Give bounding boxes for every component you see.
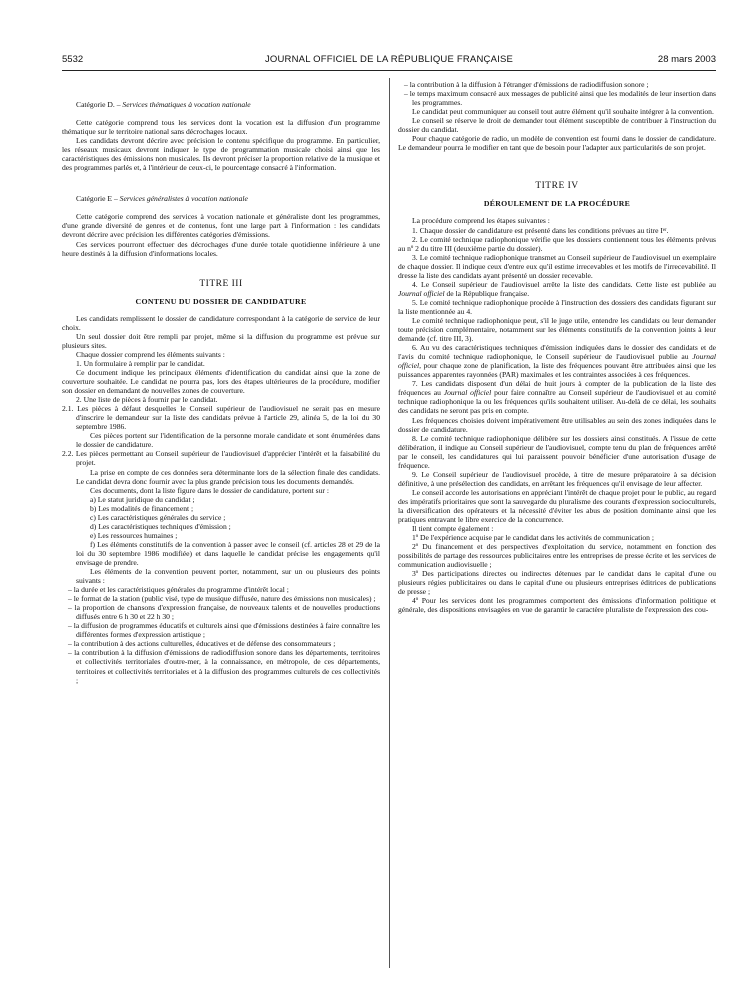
paragraph: Les candidats devront décrire avec précision le contenu spécifique du programme. En particulier, les réseaux musicaux devront indiquer le type de programmation musicale choisi ainsi que les caractéristiques des émissions non musicales. Ils devront préciser la proportion relative de la musique et des programmes parlés et, à l'intérieur de ceux-ci, le pourcentage consacré à l'information.: [62, 136, 380, 173]
dash-item: – le temps maximum consacré aux messages de publicité ainsi que les modalités de leur insertion dans les programmes.: [404, 89, 716, 108]
paragraph: Les fréquences choisies doivent impérativement être utilisables au sein des zones indiquées dans le dossier de candidature.: [398, 415, 716, 434]
dash-item: – le format de la station (public visé, type de musique diffusée, nature des émissions non musicales) ;: [68, 594, 376, 604]
paragraph: Les éléments de la convention peuvent porter, notamment, sur un ou plusieurs des points suivants :: [76, 567, 380, 586]
step-item: 9. Le Conseil supérieur de l'audiovisuel procède, à titre de mesure préparatoire à sa décision définitive, à une présélection des candidats, en arrêtant les fréquences qu'il envisage de leur affecter.: [398, 469, 716, 488]
column-divider: [389, 78, 390, 968]
list-item: f) Les éléments constitutifs de la convention à passer avec le conseil (cf. articles 28 et 29 de la loi du 30 septembre 1986 modifiée) et dans laquelle le candidat précise les engagements qu'il envisage de prendre.: [76, 539, 380, 567]
paragraph: Ces documents, dont la liste figure dans le dossier de candidature, portent sur :: [90, 485, 329, 495]
step-item: 2. Le comité technique radiophonique vérifie que les dossiers contiennent tous les éléments prévus au nº 2 du titre III (deuxième partie du dossier).: [398, 234, 716, 253]
dash-item: – la contribution à des actions culturelles, éducatives et de défense des consommateurs ;: [68, 639, 336, 649]
criterion-item: 3º Des participations directes ou indirectes détenues par le candidat dans le capital d'une ou plusieurs régies publicitaires ou dans le capital d'une ou plusieurs entreprises éditrices de publications de presse ;: [398, 569, 716, 597]
step-item: 6. Au vu des caractéristiques techniques d'émission indiquées dans le dossier des candidats et de l'avis du comité technique radiophonique, le Conseil supérieur de l'audiovisuel publie au Journal officiel, pour chaque zone de planification, la liste des fréquences pouvant être attribuées ainsi que les puissances apparentes rayonnées (PAR) maximales et les contraintes associées à ces fréquences.: [398, 343, 716, 380]
paragraph: Chaque dossier comprend les éléments suivants :: [76, 349, 225, 359]
list-item: a) Le statut juridique du candidat ;: [90, 494, 195, 504]
paragraph: 2. Une liste de pièces à fournir par le candidat.: [76, 395, 218, 405]
list-item: e) Les ressources humaines ;: [90, 530, 178, 540]
step-item: 8. Le comité technique radiophonique délibère sur les dossiers ainsi constitués. A l'issue de cette délibération, il indique au Conseil supérieur de l'audiovisuel, compte tenu du plan de fréquences arrêté par le conseil, les candidatures qui lui paraissent pouvoir bénéficier d'une autorisation d'usage de fréquence.: [398, 433, 716, 470]
header-rule: [62, 70, 716, 71]
paragraph: Cette catégorie comprend tous les services dont la vocation est la diffusion d'un programme thématique sur le territoire national sans décrochages locaux.: [62, 118, 380, 137]
paragraph: Il tient compte également :: [412, 524, 494, 534]
dash-item: – la durée et les caractéristiques générales du programme d'intérêt local ;: [68, 585, 289, 595]
category-d-heading: Catégorie D. – Services thématiques à vocation nationale: [76, 100, 251, 109]
criterion-item: 1º De l'expérience acquise par le candidat dans les activités de communication ;: [412, 533, 654, 543]
numbered-item: 2.1. Les pièces à défaut desquelles le Conseil supérieur de l'audiovisuel ne serait pas en mesure d'inscrire le demandeur sur la liste des candidats prévue à l'article 29, alinéa 5, de la loi du 30 septembre 1986.: [62, 404, 380, 432]
paragraph: Cette catégorie comprend des services à vocation nationale et généraliste dont les programmes, d'une grande diversité de genres et de contenus, font une large part à l'information : les candidats devront décrire avec précision les différentes catégories d'émissions.: [62, 212, 380, 240]
paragraph: Le comité technique radiophonique peut, s'il le juge utile, entendre les candidats ou leur demander toute précision complémentaire, notamment sur les éléments constitutifs de la convention joints à leur demande (cf. titre III, 3).: [398, 315, 716, 344]
criterion-item: 4º Pour les services dont les programmes comportent des émissions d'information politique et générale, des dispositions envisagées en vue de garantir le caractère pluraliste de l'expression des cou-: [398, 596, 716, 615]
right-column: [398, 80, 716, 615]
list-item: c) Les caractéristiques générales du service ;: [90, 512, 226, 522]
step-item: 4. Le Conseil supérieur de l'audiovisuel arrête la liste des candidats. Cette liste est publiée au Journal officiel de la République française.: [398, 279, 716, 298]
left-column: [62, 80, 380, 685]
paragraph: Ces services pourront effectuer des décrochages d'une durée totale quotidienne inférieure à une heure destinés à la diffusion d'informations locales.: [62, 239, 380, 258]
dash-item: – la contribution à la diffusion à l'étranger d'émissions de radiodiffusion sonore ;: [404, 80, 649, 89]
titre-iii-heading: TITRE III: [199, 278, 243, 289]
page-number: 5532: [62, 54, 84, 65]
paragraph: La procédure comprend les étapes suivantes :: [412, 216, 550, 226]
step-item: 3. Le comité technique radiophonique transmet au Conseil supérieur de l'audiovisuel un exemplaire de chaque dossier. Il indique ceux d'entre eux qu'il estime irrecevables et les motifs de l'irrecevabilité. Il dresse la liste des candidats ayant présenté un dossier recevable.: [398, 252, 716, 280]
titre-iii-subtitle: CONTENU DU DOSSIER DE CANDIDATURE: [135, 296, 307, 306]
list-item: b) Les modalités de financement ;: [90, 503, 194, 513]
paragraph: Le conseil accorde les autorisations en appréciant l'intérêt de chaque projet pour le public, au regard des impératifs prioritaires que sont la sauvegarde du pluralisme des courants d'expression socioculturels, la diversification des opérateurs et la nécessité d'éviter les abus de position dominante ainsi que les pratiques entravant le libre exercice de la concurrence.: [398, 487, 716, 525]
category-e-heading: Catégorie E – Services généralistes à vocation nationale: [76, 194, 248, 204]
step-item: 5. Le comité technique radiophonique procède à l'instruction des dossiers des candidats figurant sur la liste mentionnée au 4.: [398, 297, 716, 316]
page-header: [62, 54, 716, 68]
paragraph: Ces pièces portent sur l'identification de la personne morale candidate et sont énumérées dans le dossier de candidature.: [76, 431, 380, 450]
paragraph: Ce document indique les principaux éléments d'identification du candidat ainsi que la zone de couverture souhaitée. Le candidat ne pourra pas, lors des étapes ultérieures de la procédure, modifier son dossier en demandant de nouvelles zones de couverture.: [62, 367, 380, 396]
issue-date: 28 mars 2003: [657, 54, 716, 65]
criterion-item: 2º Du financement et des perspectives d'exploitation du service, notamment en fonction des possibilités de partage des ressources publicitaires entre les entreprises de presse écrite et les services de communication audiovisuelle ;: [398, 542, 716, 570]
list-item: d) Les caractéristiques techniques d'émission ;: [90, 521, 231, 531]
titre-iv-heading: TITRE IV: [535, 181, 579, 192]
paragraph: Le candidat peut communiquer au conseil tout autre élément qu'il souhaite intégrer à la convention.: [412, 107, 714, 117]
numbered-item: 2.2. Les pièces permettant au Conseil supérieur de l'audiovisuel d'apprécier l'intérêt et la faisabilité du projet.: [62, 449, 380, 468]
paragraph: Les candidats remplissent le dossier de candidature correspondant à la catégorie de service de leur choix.: [62, 313, 380, 332]
paragraph: 1. Un formulaire à remplir par le candidat.: [76, 358, 205, 368]
dash-item: – la proportion de chansons d'expression française, de nouveaux talents et de nouvelles productions diffusés entre 6 h 30 et 22 h 30 ;: [68, 603, 380, 622]
step-item: 7. Les candidats disposent d'un délai de huit jours à compter de la publication de la liste des fréquences au Journal officiel pour faire connaître au Conseil supérieur de l'audiovisuel et au comité technique radiophonique la ou les fréquences qu'ils souhaitent utiliser. Au-delà de ce délai, les souhaits des candidats ne seront pas pris en compte.: [398, 379, 716, 416]
dash-item: – la diffusion de programmes éducatifs et culturels ainsi que d'émissions destinées à faire connaître les différentes formes d'expression artistique ;: [68, 621, 380, 640]
journal-title: JOURNAL OFFICIEL DE LA RÉPUBLIQUE FRANÇAISE: [264, 54, 514, 65]
titre-iv-subtitle: DÉROULEMENT DE LA PROCÉDURE: [483, 199, 631, 209]
step-item: 1. Chaque dossier de candidature est présenté dans les conditions prévues au titre Iᵉʳ.: [412, 225, 669, 235]
paragraph: Le conseil se réserve le droit de demander tout élément susceptible de contribuer à l'instruction du dossier du candidat.: [398, 116, 716, 135]
paragraph: La prise en compte de ces données sera déterminante lors de la sélection finale des candidats. Le candidat devra donc fournir avec la plus grande précision tous les documents demandés.: [76, 467, 380, 486]
dash-item: – la contribution à la diffusion d'émissions de radiodiffusion sonore dans les départements, territoires et collectivités territoriales d'outre-mer, à la connaissance, en métropole, de ces départements, territoires et collectivités territoriales et à la diffusion des programmes culturels de ces collectivités ;: [68, 648, 380, 685]
paragraph: Un seul dossier doit être rempli par projet, même si la diffusion du programme est prévue sur plusieurs sites.: [62, 331, 380, 350]
paragraph: Pour chaque catégorie de radio, un modèle de convention est fourni dans le dossier de candidature. Le demandeur pourra le modifier en tant que de besoin pour l'adapter aux particularités de son projet.: [398, 134, 716, 153]
